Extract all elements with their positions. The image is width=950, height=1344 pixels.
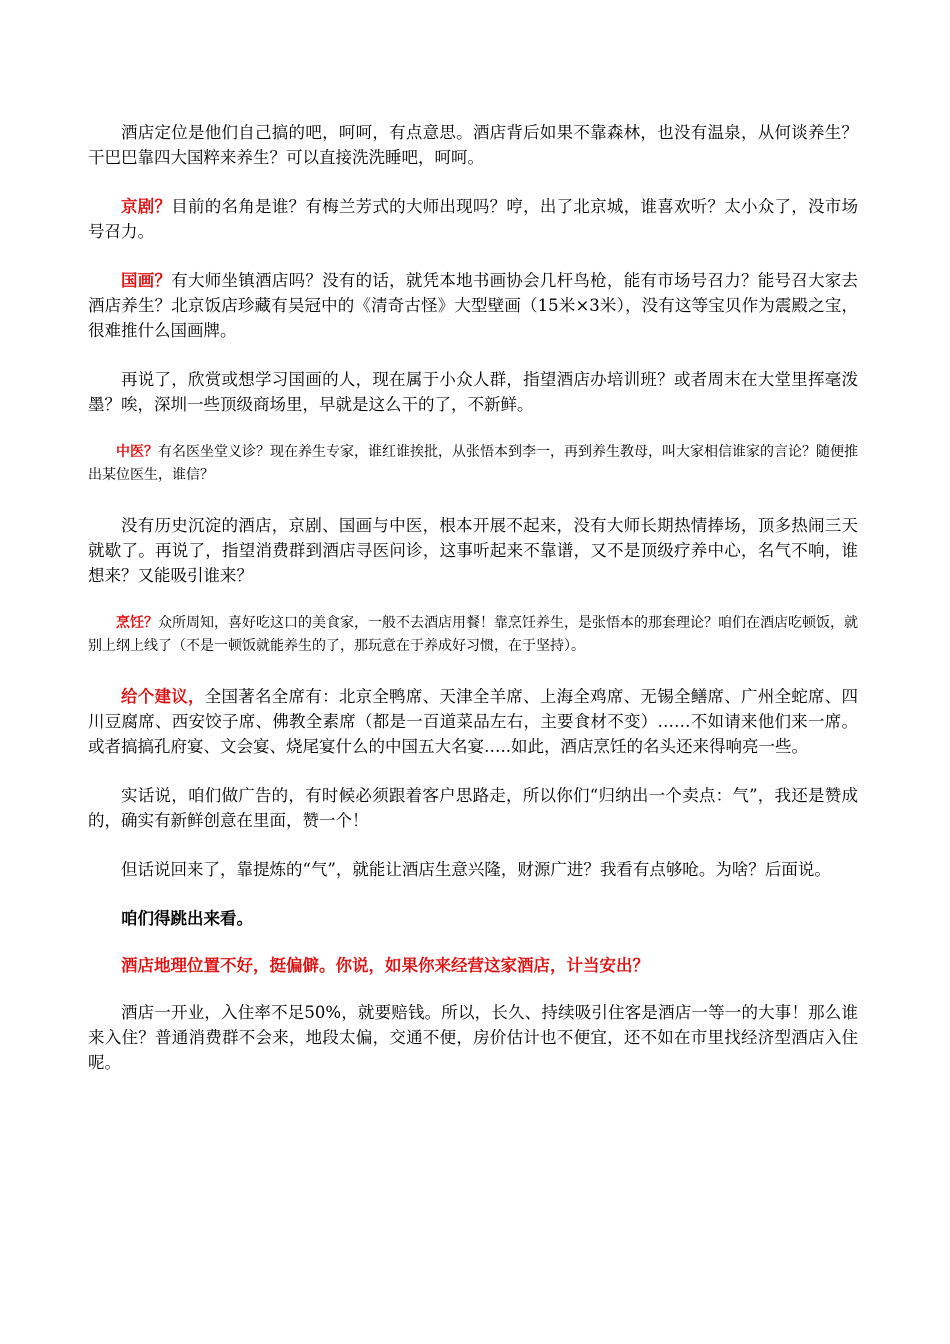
- heading-text: 咱们得跳出来看。: [121, 909, 253, 928]
- chinese-painting-label: 国画？: [121, 271, 172, 290]
- paragraph-doubt: [88, 857, 858, 882]
- paragraph-text: 没有历史沉淀的酒店，京剧、国画与中医，根本开展不起来，没有大师长期热情捧场，顶多热闹三天就歇了。再说了，指望消费群到酒店寻医问诊，这事听起来不靠谱，又不是顶级疗养中心，名气不响，谁想来？又能吸引谁来？: [88, 516, 858, 585]
- paragraph-selling-point: [88, 783, 858, 833]
- paragraph-text: 酒店定位是他们自己搞的吧，呵呵，有点意思。酒店背后如果不靠森林，也没有温泉，从何谈养生？干巴巴靠四大国粹来养生？可以直接洗洗睡吧，呵呵。: [88, 123, 858, 167]
- paragraph-no-history: [88, 513, 858, 588]
- paragraph-text: 全国著名全席有：北京全鸭席、天津全羊席、上海全鸡席、无锡全鳝席、广州全蛇席、四川豆腐席、西安饺子席、佛教全素席（都是一百道菜品左右，主要食材不变）……不如请来他们来一席。或者搞搞孔府宴、文会宴、烧尾宴什么的中国五大名宴…..如此，酒店烹饪的名头还来得响亮一些。: [88, 687, 859, 756]
- suggestion-label: 给个建议，: [121, 687, 205, 706]
- cooking-label: 烹饪？: [116, 615, 158, 631]
- chinese-medicine-label: 中医？: [116, 444, 158, 460]
- paragraph-peking-opera: [88, 194, 858, 244]
- section-heading-step-back: [88, 906, 858, 931]
- paragraph-text: 有大师坐镇酒店吗？没有的话，就凭本地书画协会几杆鸟枪，能有市场号召力？能号召大家去酒店养生？北京饭店珍藏有吴冠中的《清奇古怪》大型壁画（15米×3米），没有这等宝贝作为震殿之宝，很难推什么国画牌。: [88, 271, 859, 340]
- paragraph-hotel-positioning: [88, 120, 858, 170]
- paragraph-chinese-painting: [88, 268, 858, 343]
- paragraph-text: 再说了，欣赏或想学习国画的人，现在属于小众人群，指望酒店办培训班？或者周末在大堂里挥毫泼墨？唉，深圳一些顶级商场里，早就是这么干的了，不新鲜。: [88, 370, 858, 414]
- paragraph-text: 众所周知，喜好吃这口的美食家，一般不去酒店用餐！靠烹饪养生，是张悟本的那套理论？咱们在酒店吃顿饭，就别上纲上线了（不是一顿饭就能养生的了，那玩意在于养成好习惯，在于坚持）。: [88, 615, 858, 654]
- paragraph-painting-audience: [88, 367, 858, 417]
- paragraph-chinese-medicine: [88, 441, 858, 487]
- paragraph-suggestion: [88, 684, 858, 759]
- paragraph-text: 实话说，咱们做广告的，有时候必须跟着客户思路走，所以你们“归纳出一个卖点：气”，我还是赞成的，确实有新鲜创意在里面，赞一个！: [88, 786, 858, 830]
- paragraph-cooking: [88, 612, 858, 658]
- document-page: [88, 120, 858, 1099]
- paragraph-text: 酒店一开业，入住率不足50%，就要赔钱。所以，长久、持续吸引住客是酒店一等一的大事！那么谁来入住？普通消费群不会来，地段太偏，交通不便，房价估计也不便宜，还不如在市里找经济型酒店入住呢。: [88, 1003, 858, 1072]
- heading-text: 酒店地理位置不好，挺偏僻。你说，如果你来经营这家酒店，计当安出？: [121, 956, 649, 975]
- peking-opera-label: 京剧？: [121, 197, 172, 216]
- paragraph-text: 有名医坐堂义诊？现在养生专家，谁红谁挨批，从张悟本到李一，再到养生教母，叫大家相信谁家的言论？随便推出某位医生，谁信？: [88, 444, 858, 483]
- section-heading-location-question: [88, 953, 858, 978]
- paragraph-text: 但话说回来了，靠提炼的“气”，就能让酒店生意兴隆，财源广进？我看有点够呛。为啥？后面说。: [121, 860, 831, 879]
- paragraph-text: 目前的名角是谁？有梅兰芳式的大师出现吗？哼，出了北京城，谁喜欢听？太小众了，没市场号召力。: [88, 197, 859, 241]
- paragraph-occupancy: [88, 1000, 858, 1075]
